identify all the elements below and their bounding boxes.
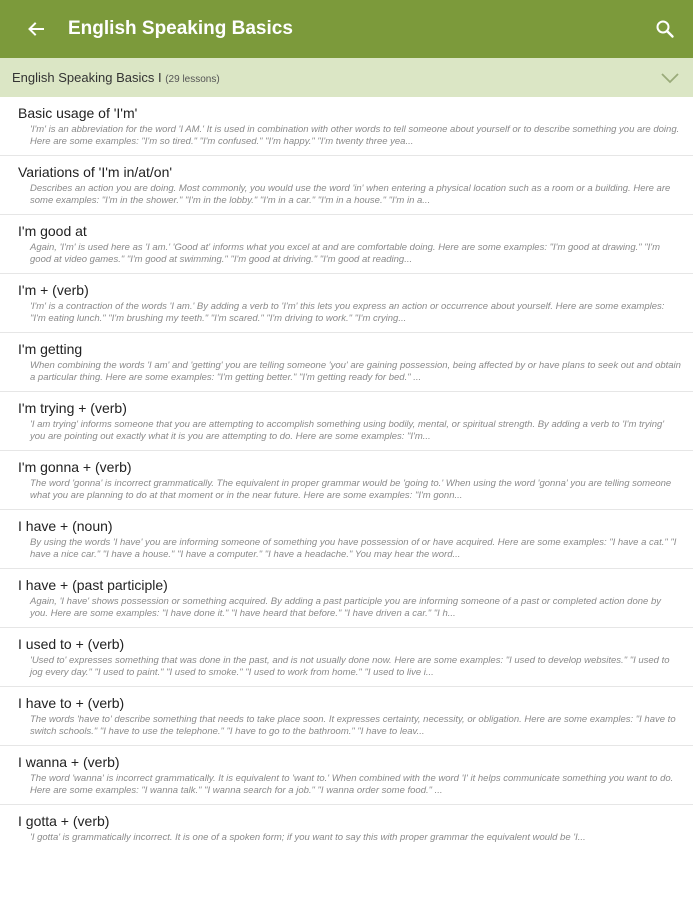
lesson-title: I have + (noun) xyxy=(18,518,113,534)
list-item[interactable] xyxy=(0,687,693,746)
lesson-description: The word 'gonna' is incorrect grammatically. The equivalent in proper grammar would be 'going to.' When using the word 'gonna' you are telling someone what you are planning to do at that moment or in the near future. Here are some examples: "I'm gonn... xyxy=(30,478,672,501)
list-item[interactable] xyxy=(0,333,693,392)
lesson-description: The word 'wanna' is incorrect grammatically. It is equivalent to 'want to.' When combined with the word 'I' it helps communicate something you want to do. Here are some examples: "I wanna talk." "I wanna search for a job." "I wanna order some food." ... xyxy=(30,773,674,796)
lesson-list[interactable] xyxy=(0,97,693,854)
lesson-title: I wanna + (verb) xyxy=(18,754,120,770)
lesson-title: I'm + (verb) xyxy=(18,282,89,298)
section-lesson-count: (29 lessons) xyxy=(165,74,220,85)
lesson-title: I used to + (verb) xyxy=(18,636,125,652)
chevron-down-icon[interactable] xyxy=(659,67,681,89)
list-item[interactable] xyxy=(0,97,693,156)
list-item[interactable] xyxy=(0,392,693,451)
back-button[interactable] xyxy=(16,9,56,49)
list-item[interactable] xyxy=(0,215,693,274)
list-item[interactable] xyxy=(0,451,693,510)
list-item[interactable] xyxy=(0,569,693,628)
lesson-description: By using the words 'I have' you are informing someone of something you have possession of or have acquired. Here are some examples: "I have a cat." "I have a nice car." "I have a house." "I have a computer." "I have a headache." You may hear the word... xyxy=(30,537,677,560)
section-title xyxy=(12,70,220,85)
lesson-title: Variations of 'I'm in/at/on' xyxy=(18,164,173,180)
lesson-description: 'I gotta' is grammatically incorrect. It is one of a spoken form; if you want to say this with proper grammar the equivalent would be 'I... xyxy=(30,832,586,843)
section-header[interactable] xyxy=(0,58,693,97)
lesson-description: Describes an action you are doing. Most commonly, you would use the word 'in' when entering a physical location such as a room or a building. Here are some examples: "I'm in the shower." "I'm in the lobby." "I'm in a car." "I'm in a house." "I'm in a... xyxy=(30,183,671,206)
page-title: English Speaking Basics xyxy=(68,18,293,39)
lesson-title: I have to + (verb) xyxy=(18,695,125,711)
list-item[interactable] xyxy=(0,805,693,854)
list-item[interactable] xyxy=(0,746,693,805)
list-item[interactable] xyxy=(0,510,693,569)
lesson-title: I'm gonna + (verb) xyxy=(18,459,132,475)
search-icon xyxy=(655,19,675,39)
list-item[interactable] xyxy=(0,274,693,333)
lesson-description: 'I am trying' informs someone that you are attempting to accomplish something using bodily, mental, or spiritual strength. By adding a verb to 'I'm trying' you are pointing out exactly what it is you are attempting to do. Here are some examples: "I'm... xyxy=(30,419,665,442)
list-item[interactable] xyxy=(0,628,693,687)
lesson-description: 'I'm' is an abbreviation for the word 'I AM.' It is used in combination with other words to tell someone about yourself or to describe something you are doing. Here are some examples: "I'm so tired." "I'm confused." "I'm happy." "I'm twenty three yea... xyxy=(30,124,680,147)
arrow-left-icon xyxy=(26,19,46,39)
lesson-title: I'm trying + (verb) xyxy=(18,400,127,416)
lesson-description: Again, 'I'm' is used here as 'I am.' 'Good at' informs what you excel at and are comfortable doing. Here are some examples: "I'm good at drawing." "I'm good at video games." "I'm good at swimming." "I'm good at driving." "I'm good at reading... xyxy=(30,242,660,265)
lesson-description: 'I'm' is a contraction of the words 'I am.' By adding a verb to 'I'm' this lets you express an action or occurrence about yourself. Here are some examples: "I'm eating lunch." "I'm brushing my teeth." "I'm scared." "I'm driving to work." "I'm crying... xyxy=(30,301,665,324)
lesson-title: I'm good at xyxy=(18,223,87,239)
lesson-description: When combining the words 'I am' and 'getting' you are telling someone 'you' are gaining possession, being affected by or have plans to seek out and obtain a particular thing. Here are some examples: "I'm getting better." "I'm getting ready for bed." ... xyxy=(30,360,681,383)
lesson-title: Basic usage of 'I'm' xyxy=(18,105,138,121)
lesson-title: I gotta + (verb) xyxy=(18,813,110,829)
section-title-text: English Speaking Basics I xyxy=(12,70,162,85)
lesson-title: I'm getting xyxy=(18,341,83,357)
app-toolbar xyxy=(0,0,693,58)
lesson-description: The words 'have to' describe something that needs to take place soon. It expresses certainty, necessity, or obligation. Here are some examples: "I have to switch schools." "I have to use the telephone." "I have to go to the bathroom." "I have to leav... xyxy=(30,714,676,737)
lesson-description: Again, 'I have' shows possession or something acquired. By adding a past participle you are informing someone of a past or completed action done by you. Here are some examples: "I have done it." "I have heard that before." "I have driven a car." "I h... xyxy=(30,596,661,619)
lesson-title: I have + (past participle) xyxy=(18,577,168,593)
lesson-description: 'Used to' expresses something that was done in the past, and is not usually done now. Here are some examples: "I used to develop websites." "I used to jog every day." "I used to paint." "I used to smoke." "I used to work from home." "I used to live i... xyxy=(30,655,670,678)
search-button[interactable] xyxy=(645,9,685,49)
list-item[interactable] xyxy=(0,156,693,215)
